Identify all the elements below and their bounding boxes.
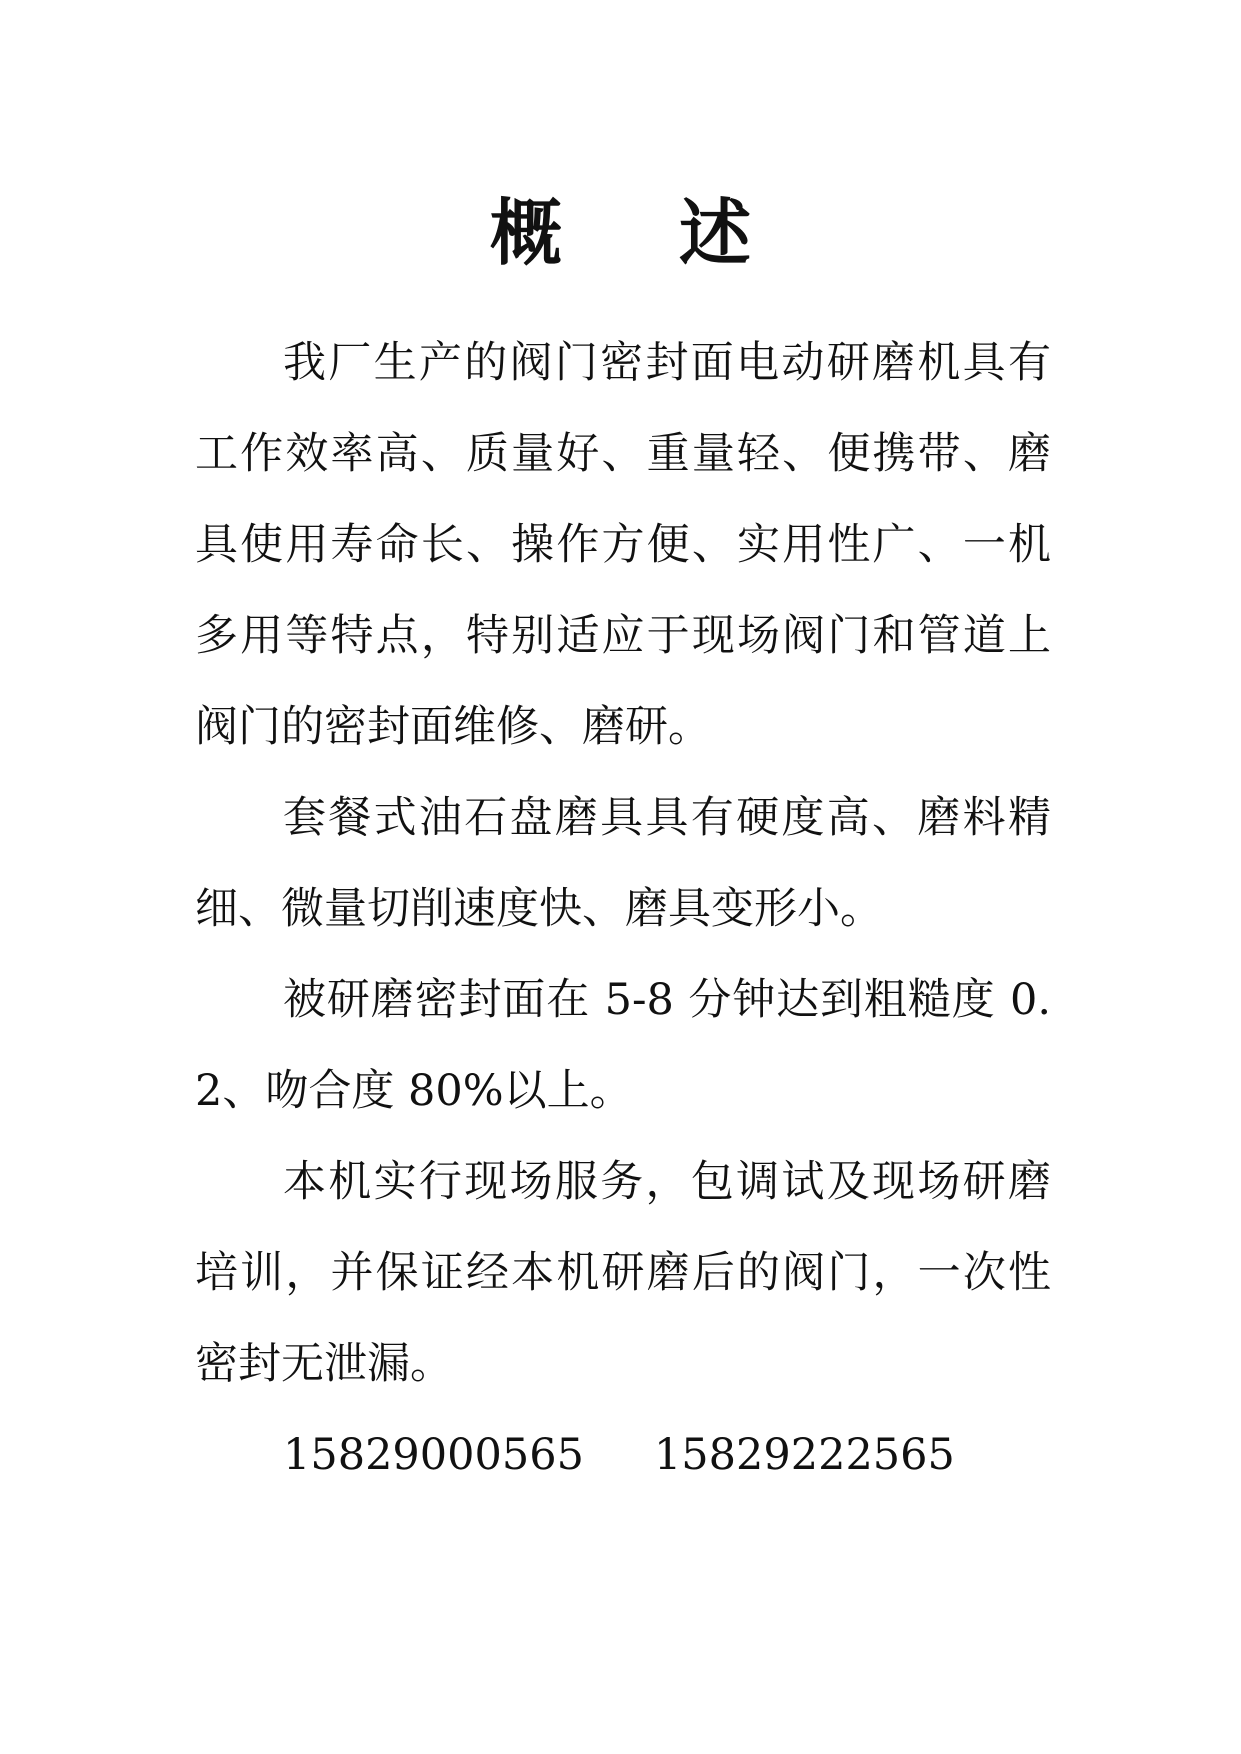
- paragraph-service: 本机实行现场服务，包调试及现场研磨培训，并保证经本机研磨后的阀门，一次性密封无泄漏。: [195, 1157, 1051, 1389]
- phone-numbers: [195, 1410, 1051, 1501]
- paragraph-product-features: 我厂生产的阀门密封面电动研磨机具有工作效率高、质量好、重量轻、便携带、磨具使用寿命长、操作方便、实用性广、一机多用等特点，特别适应于现场阀门和管道上阀门的密封面维修、磨研。: [195, 338, 1051, 752]
- page-title: 概 述: [489, 191, 798, 275]
- paragraph-performance: 被研磨密封面在 5-8 分钟达到粗糙度 0.2、吻合度 80%以上。: [195, 975, 1051, 1116]
- paragraph-grinding-tool: 套餐式油石盘磨具具有硬度高、磨料精细、微量切削速度快、磨具变形小。: [195, 793, 1051, 934]
- document-body: [195, 318, 1051, 1501]
- phone-number-1: 15829000565: [283, 1430, 584, 1480]
- phone-number-2: 15829222565: [653, 1430, 955, 1480]
